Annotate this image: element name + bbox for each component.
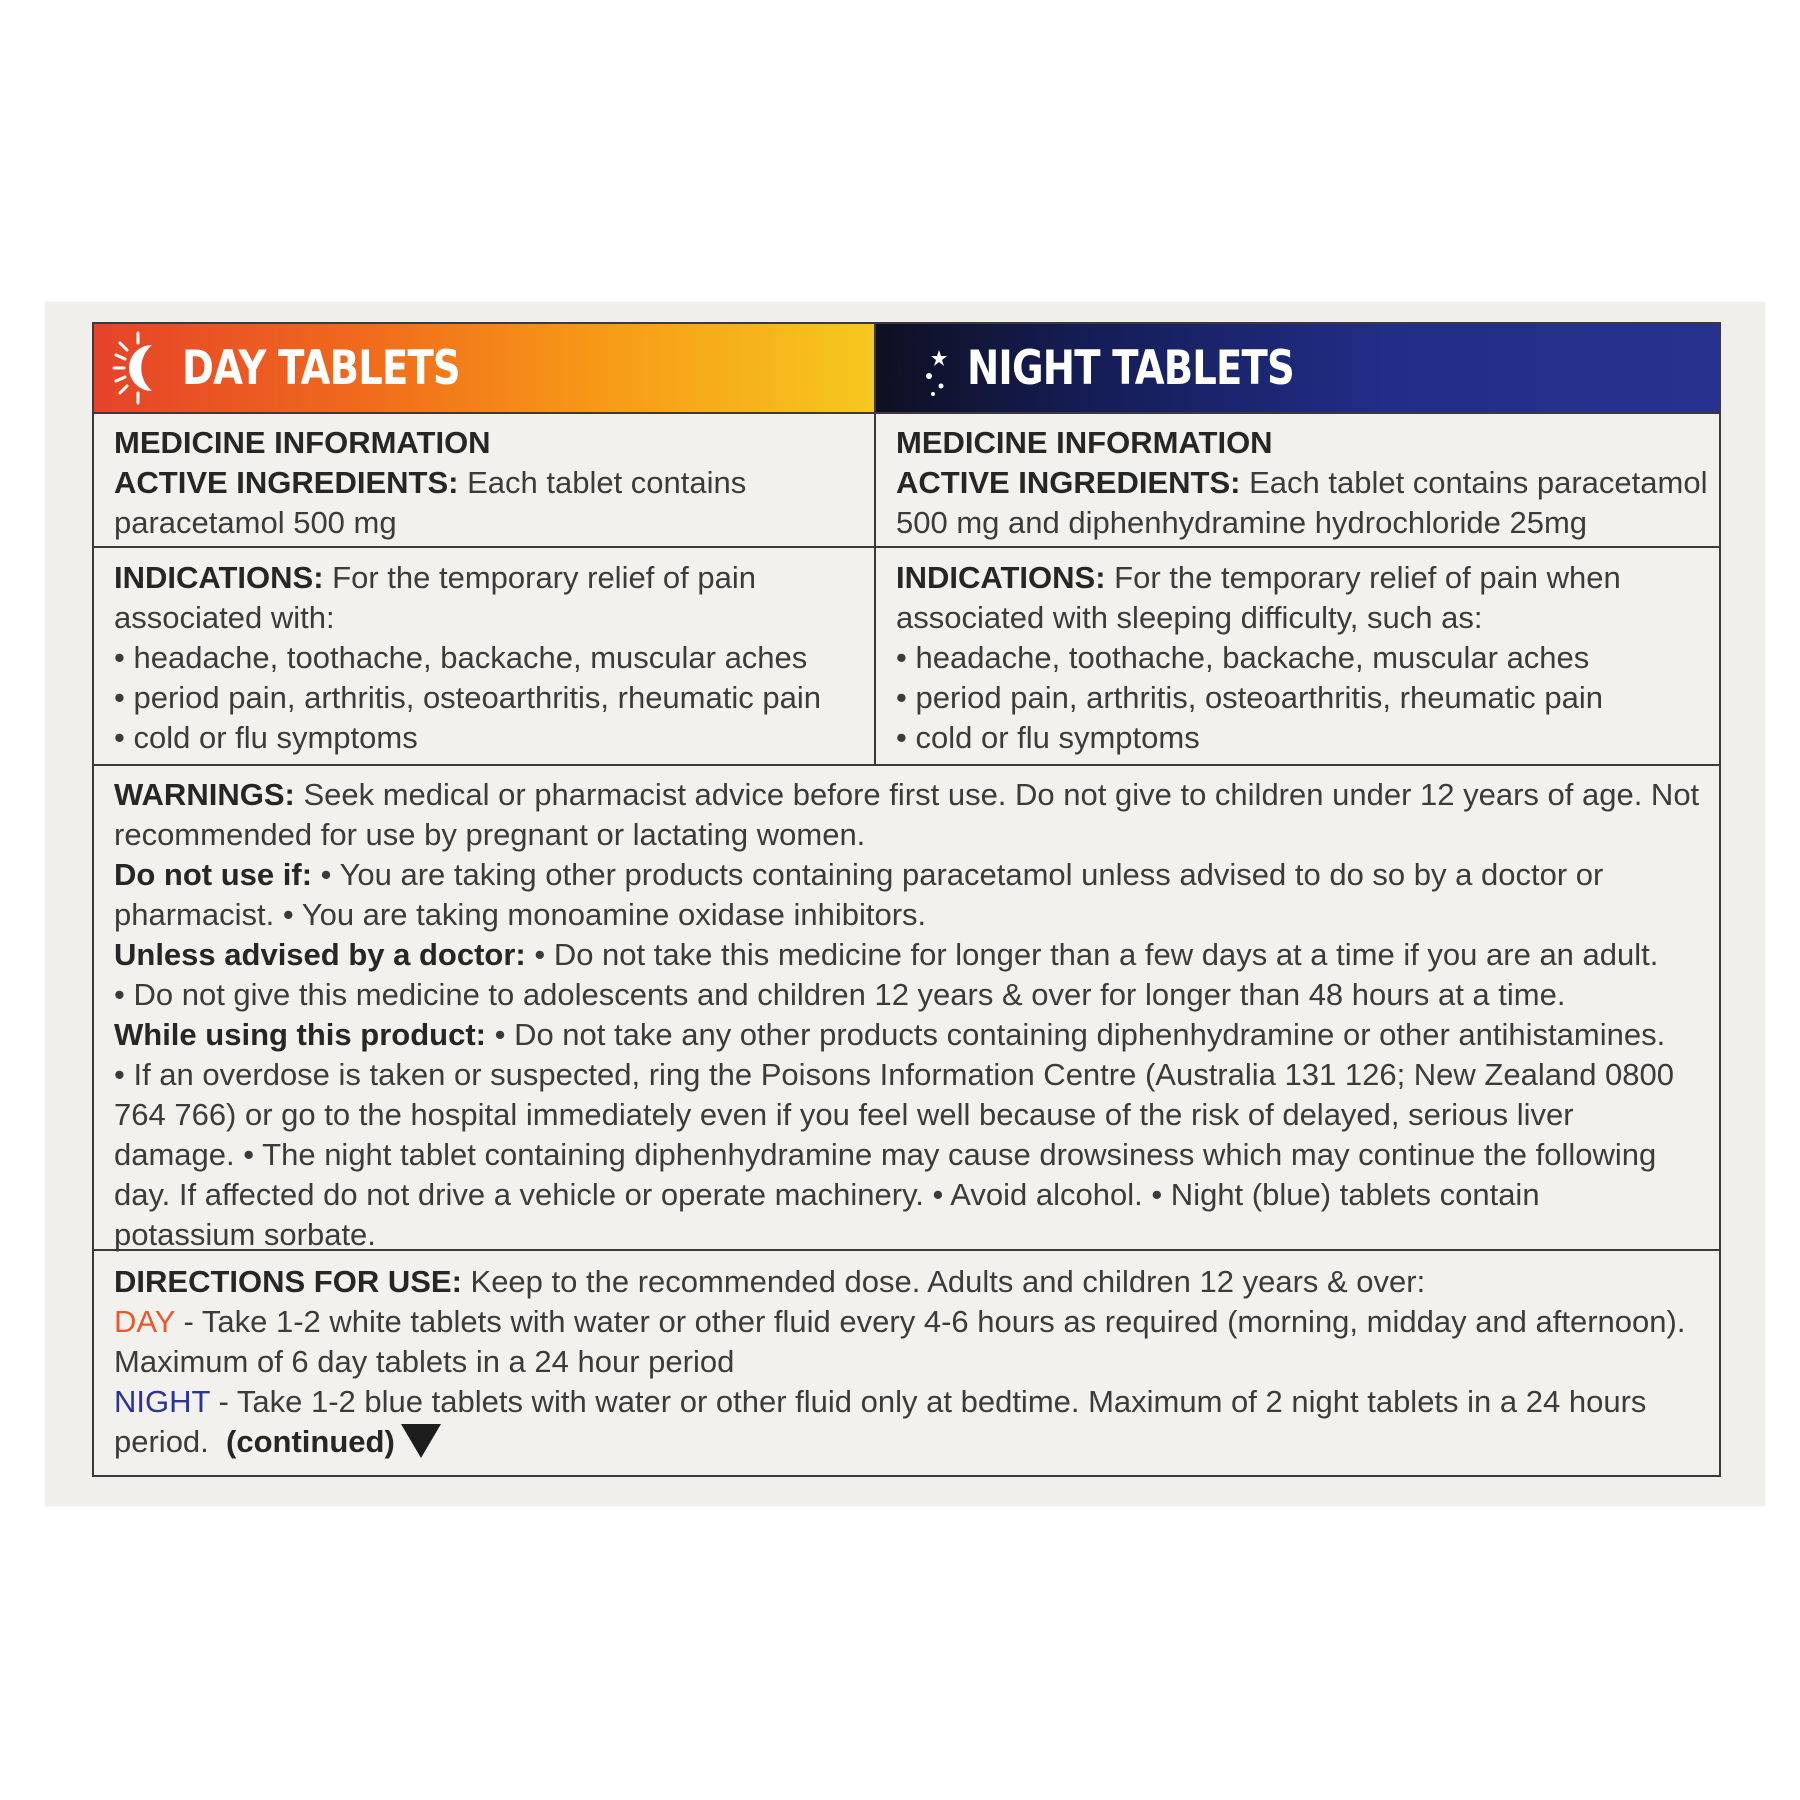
indications-cont: associated with sleeping difficulty, such as: (896, 600, 1483, 635)
list-item: • headache, toothache, backache, muscular aches (114, 640, 808, 675)
indications-cont: associated with: (114, 600, 335, 635)
warnings-section: WARNINGS: Seek medical or pharmacist advice before first use. Do not give to children under 12 years of age. Not recommended for use by pregnant or lactating women. Do not use if: • You are taking other products containing paracetamol unless advised to do so by a doctor or pharmacist. • You are taking monoamine oxidase inhibitors. Unless advised by a doctor: • Do not take this medicine for longer than a few days at a time if you are an adult. • Do not give this medicine to adolescents and children 12 years & over for longer than 48 hours at a time. While using this product: • Do not take any other products containing diphenhydramine or other antihistamines. • If an overdose is taken or suspected, ring the Poisons Information Centre (Australia 131 126; New Zealand 0800 764 766) or go to the hospital immediately even if you feel well because of the risk of delayed, serious liver damage. • The night tablet containing diphenhydramine may cause drowsiness which may continue the following day. If affected do not drive a vehicle or operate machinery. • Avoid alcohol. • Night (blue) tablets contain potassium sorbate. (114, 777, 1700, 1252)
medicine-info-heading: MEDICINE INFORMATION (114, 425, 491, 460)
header-divider (94, 412, 1719, 414)
list-item: • period pain, arthritis, osteoarthritis, rheumatic pain (114, 680, 821, 715)
info-panel (92, 322, 1721, 1477)
indications: INDICATIONS: For the temporary relief of pain when (896, 560, 1621, 595)
day-word: DAY (114, 1304, 175, 1339)
active-ingredients: ACTIVE INGREDIENTS: Each tablet contains paracetamol (896, 465, 1708, 500)
unless-advised-label: Unless advised by a doctor: (114, 937, 526, 972)
medicine-info-heading: MEDICINE INFORMATION (896, 425, 1273, 460)
indications: INDICATIONS: For the temporary relief of pain (114, 560, 757, 595)
package-back (45, 302, 1765, 1506)
do-not-use-label: Do not use if: (114, 857, 313, 892)
while-using-label: While using this product: (114, 1017, 486, 1052)
triangle-down-icon (401, 1424, 441, 1458)
day-indications (114, 558, 821, 758)
active-ingredients-cont: paracetamol 500 mg (114, 505, 397, 540)
column-divider (874, 324, 876, 766)
row-divider (94, 546, 1719, 548)
night-tablets-title: NIGHT TABLETS (967, 340, 1294, 396)
row-divider (94, 764, 1719, 766)
day-medicine-info (114, 423, 746, 543)
night-word: NIGHT (114, 1384, 210, 1419)
continued-label: (continued) (226, 1424, 395, 1459)
night-medicine-info (896, 423, 1707, 543)
list-item: • period pain, arthritis, osteoarthritis, rheumatic pain (896, 680, 1603, 715)
sun-icon (112, 329, 164, 407)
list-item: • headache, toothache, backache, muscular aches (896, 640, 1590, 675)
night-tablets-header (875, 324, 1719, 412)
active-ingredients-cont: 500 mg and diphenhydramine hydrochloride 25mg (896, 505, 1588, 540)
moon-stars-icon (897, 328, 953, 408)
night-indications (896, 558, 1621, 758)
day-tablets-title: DAY TABLETS (182, 340, 460, 396)
list-item: • cold or flu symptoms (114, 720, 418, 755)
warnings-label: WARNINGS: (114, 777, 295, 812)
active-ingredients: ACTIVE INGREDIENTS: Each tablet contains (114, 465, 747, 500)
directions-section: DIRECTIONS FOR USE: Keep to the recommended dose. Adults and children 12 years & over: DAY - Take 1-2 white tablets with water or other fluid every 4-6 hours as required (morning, midday and afternoon). Maximum of 6 day tablets in a 24 hour period NIGHT - Take 1-2 blue tablets with water or other fluid only at bedtime. Maximum of 2 night tablets in a 24 hours period. (continued) (114, 1264, 1686, 1459)
directions-label: DIRECTIONS FOR USE: (114, 1264, 462, 1299)
list-item: • cold or flu symptoms (896, 720, 1200, 755)
day-tablets-header (94, 324, 875, 412)
